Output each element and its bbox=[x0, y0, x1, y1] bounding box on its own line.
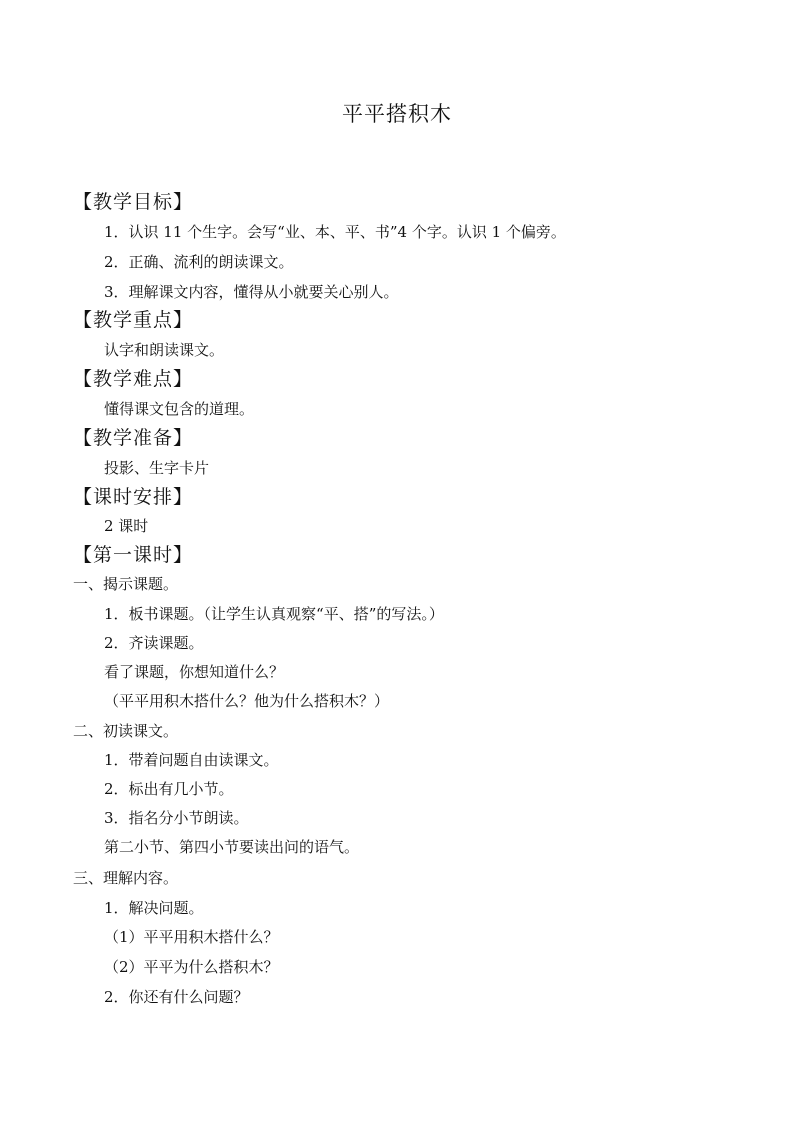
section-item: 2．齐读课题。 bbox=[104, 634, 204, 652]
section-item: 1．板书课题。（让学生认真观察“平、搭”的写法。） bbox=[104, 605, 444, 623]
difficulties-text: 懂得课文包含的道理。 bbox=[104, 400, 255, 418]
key-points-text: 认字和朗读课文。 bbox=[104, 341, 225, 359]
section-item: 3．指名分小节朗读。 bbox=[104, 809, 249, 827]
document-title: 平平搭积木 bbox=[342, 102, 452, 126]
heading-goals: 【教学目标】 bbox=[73, 191, 194, 213]
section-item: （2）平平为什么搭积木？ bbox=[104, 958, 279, 976]
section-item: 1．带着问题自由读课文。 bbox=[104, 751, 279, 769]
goal-item: 3．理解课文内容，懂得从小就要关心别人。 bbox=[104, 283, 399, 301]
section-title: 二、初读课文。 bbox=[73, 722, 179, 740]
heading-schedule: 【课时安排】 bbox=[73, 486, 194, 508]
section-item: 1．解决问题。 bbox=[104, 899, 204, 917]
heading-key-points: 【教学重点】 bbox=[73, 309, 194, 331]
section-title: 一、揭示课题。 bbox=[73, 575, 179, 593]
section-item: 看了课题，你想知道什么？ bbox=[104, 663, 285, 681]
heading-first-lesson: 【第一课时】 bbox=[73, 544, 194, 566]
section-item: 2．你还有什么问题？ bbox=[104, 988, 249, 1006]
heading-preparation: 【教学准备】 bbox=[73, 427, 194, 449]
section-item: （平平用积木搭什么？他为什么搭积木？） bbox=[104, 692, 390, 710]
schedule-text: 2 课时 bbox=[104, 517, 149, 535]
section-item: 第二小节、第四小节要读出问的语气。 bbox=[104, 838, 360, 856]
section-item: （1）平平用积木搭什么？ bbox=[104, 928, 279, 946]
section-item: 2．标出有几小节。 bbox=[104, 780, 234, 798]
goal-item: 2．正确、流利的朗读课文。 bbox=[104, 253, 294, 271]
heading-difficulties: 【教学难点】 bbox=[73, 368, 194, 390]
section-title: 三、理解内容。 bbox=[73, 869, 179, 887]
preparation-text: 投影、生字卡片 bbox=[104, 459, 210, 477]
goal-item: 1．认识 11 个生字。会写“业、本、平、书”4 个字。认识 1 个偏旁。 bbox=[104, 223, 566, 241]
